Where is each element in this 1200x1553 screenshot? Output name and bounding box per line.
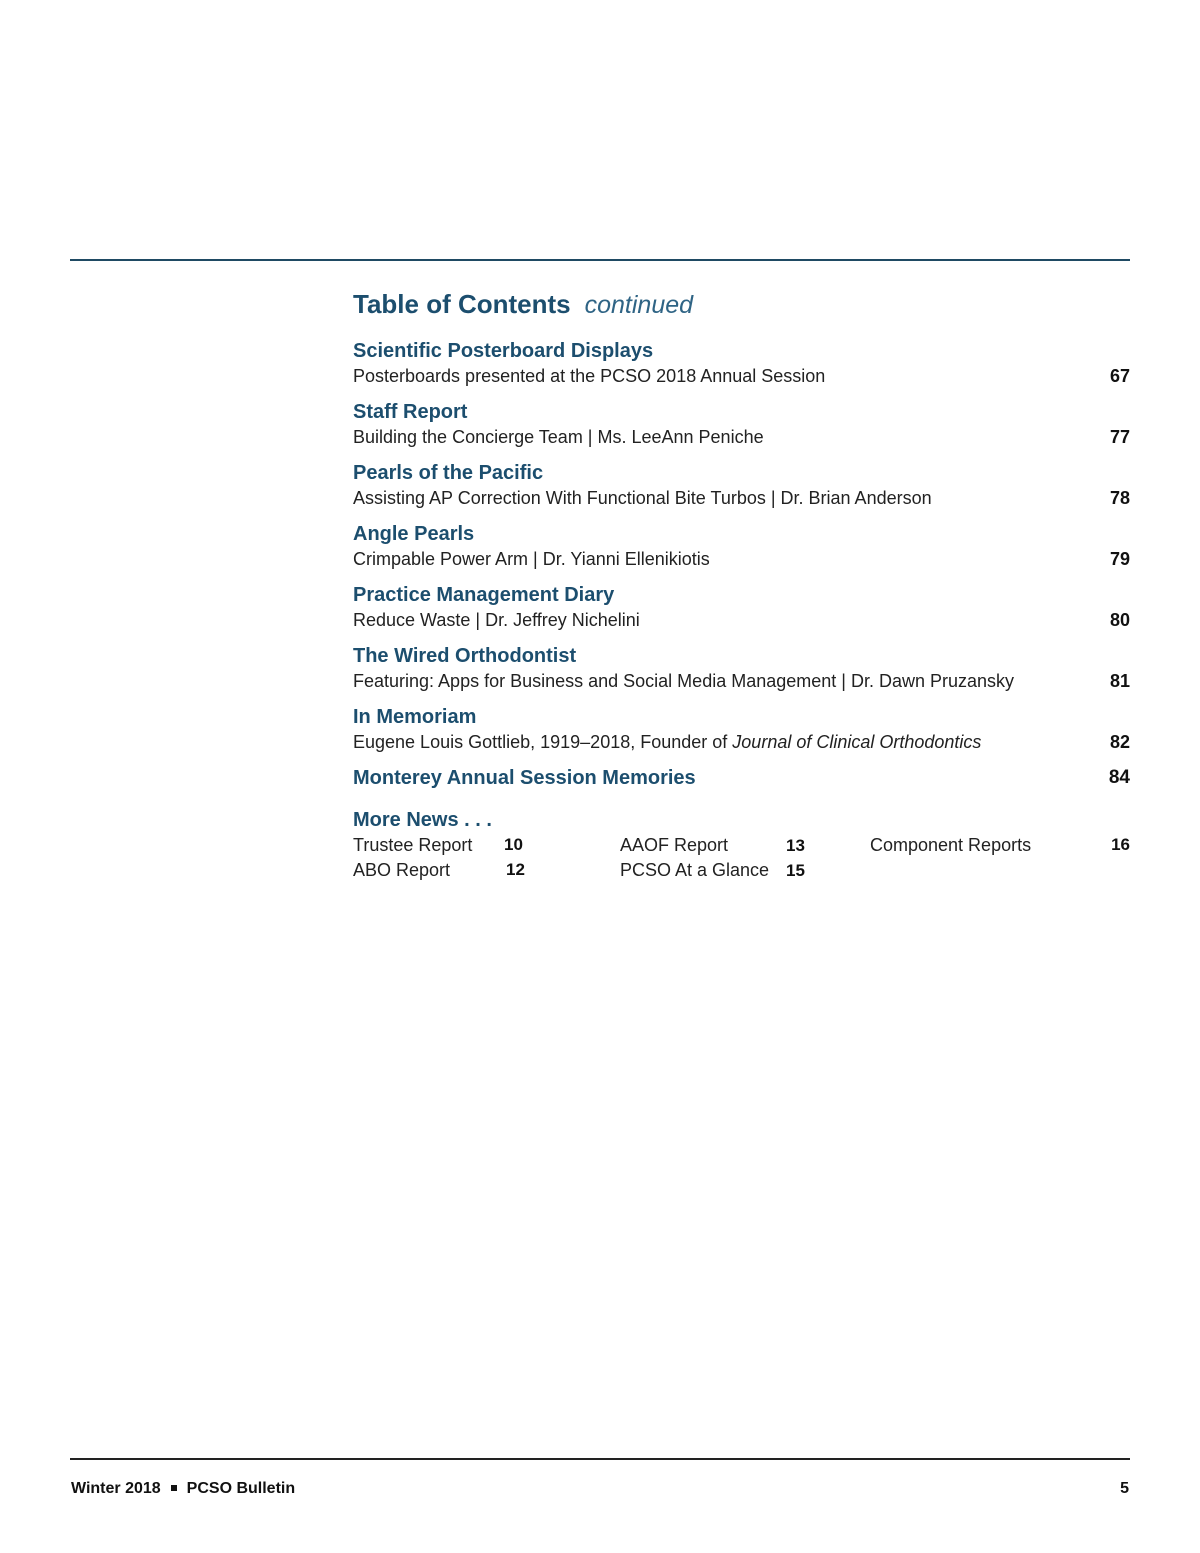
toc-title-suffix: continued bbox=[584, 291, 694, 319]
toc-entry[interactable] bbox=[353, 520, 1130, 581]
news-item-page: 15 bbox=[786, 861, 805, 880]
toc-entry-description: Building the Concierge Team | Ms. LeeAnn Peniche bbox=[353, 427, 764, 447]
table-of-contents bbox=[353, 286, 1130, 885]
news-item-label[interactable]: Component Reports bbox=[870, 835, 1032, 855]
toc-entry-title[interactable]: Staff Report bbox=[353, 401, 468, 423]
toc-entry-title[interactable]: Pearls of the Pacific bbox=[353, 462, 544, 484]
toc-entry-page: 77 bbox=[1109, 427, 1130, 447]
toc-entry-page: 79 bbox=[1109, 549, 1130, 569]
toc-entry-description: Assisting AP Correction With Functional Bite Turbos | Dr. Brian Anderson bbox=[353, 488, 932, 508]
toc-entry-title[interactable]: Monterey Annual Session Memories bbox=[353, 767, 696, 789]
toc-entry-description: Crimpable Power Arm | Dr. Yianni Ellenikiotis bbox=[353, 549, 710, 569]
toc-entry-title[interactable]: In Memoriam bbox=[353, 706, 477, 728]
news-item-page: 12 bbox=[506, 860, 525, 879]
toc-entry[interactable] bbox=[353, 764, 1130, 806]
toc-title bbox=[353, 286, 1130, 323]
toc-entry-title[interactable]: Practice Management Diary bbox=[353, 584, 615, 606]
journal-title: Journal of Clinical Orthodontics bbox=[732, 732, 982, 752]
toc-entry-description: Featuring: Apps for Business and Social Media Management | Dr. Dawn Pruzansky bbox=[353, 671, 1015, 691]
toc-entry[interactable] bbox=[353, 642, 1130, 703]
toc-entry-title[interactable]: The Wired Orthodontist bbox=[353, 645, 577, 667]
news-item-label[interactable]: Trustee Report bbox=[353, 835, 473, 855]
toc-entry[interactable] bbox=[353, 459, 1130, 520]
toc-entry-page: 78 bbox=[1109, 488, 1130, 508]
separator-square-icon bbox=[171, 1485, 177, 1491]
news-item-page: 10 bbox=[504, 835, 523, 854]
more-news-grid bbox=[353, 833, 1130, 885]
toc-entry-page: 81 bbox=[1109, 671, 1130, 691]
toc-entry-description bbox=[353, 730, 1130, 754]
footer-publication: PCSO Bulletin bbox=[186, 1480, 296, 1497]
news-item-label[interactable]: PCSO At a Glance bbox=[620, 860, 770, 880]
toc-entry-page: 82 bbox=[1109, 732, 1130, 752]
toc-entry-description-text: Eugene Louis Gottlieb, 1919–2018, Founder of bbox=[353, 732, 733, 752]
more-news-section bbox=[353, 807, 1130, 885]
news-item-page: 13 bbox=[786, 836, 805, 855]
toc-entry[interactable] bbox=[353, 398, 1130, 459]
bottom-rule bbox=[70, 1458, 1130, 1460]
toc-entry-description: Reduce Waste | Dr. Jeffrey Nichelini bbox=[353, 610, 640, 630]
toc-entry[interactable] bbox=[353, 581, 1130, 642]
toc-entries bbox=[353, 337, 1130, 806]
more-news-title: More News . . . bbox=[353, 809, 492, 831]
top-rule bbox=[70, 259, 1130, 261]
footer-issue: Winter 2018 bbox=[71, 1480, 161, 1497]
page-number: 5 bbox=[1120, 1480, 1129, 1497]
toc-entry[interactable] bbox=[353, 703, 1130, 764]
toc-entry-description: Posterboards presented at the PCSO 2018 Annual Session bbox=[353, 366, 826, 386]
news-item-label[interactable]: ABO Report bbox=[353, 860, 451, 880]
news-item-label[interactable]: AAOF Report bbox=[620, 835, 729, 855]
toc-entry-title[interactable]: Angle Pearls bbox=[353, 523, 475, 545]
footer-publication-info bbox=[71, 1478, 295, 1500]
news-item-page: 16 bbox=[1111, 835, 1130, 854]
toc-entry-page: 80 bbox=[1109, 610, 1130, 630]
toc-entry-page: 67 bbox=[1109, 366, 1130, 386]
toc-entry[interactable] bbox=[353, 337, 1130, 398]
toc-title-text: Table of Contents bbox=[353, 289, 571, 319]
toc-entry-title[interactable]: Scientific Posterboard Displays bbox=[353, 340, 654, 362]
toc-entry-page: 84 bbox=[1108, 767, 1130, 788]
